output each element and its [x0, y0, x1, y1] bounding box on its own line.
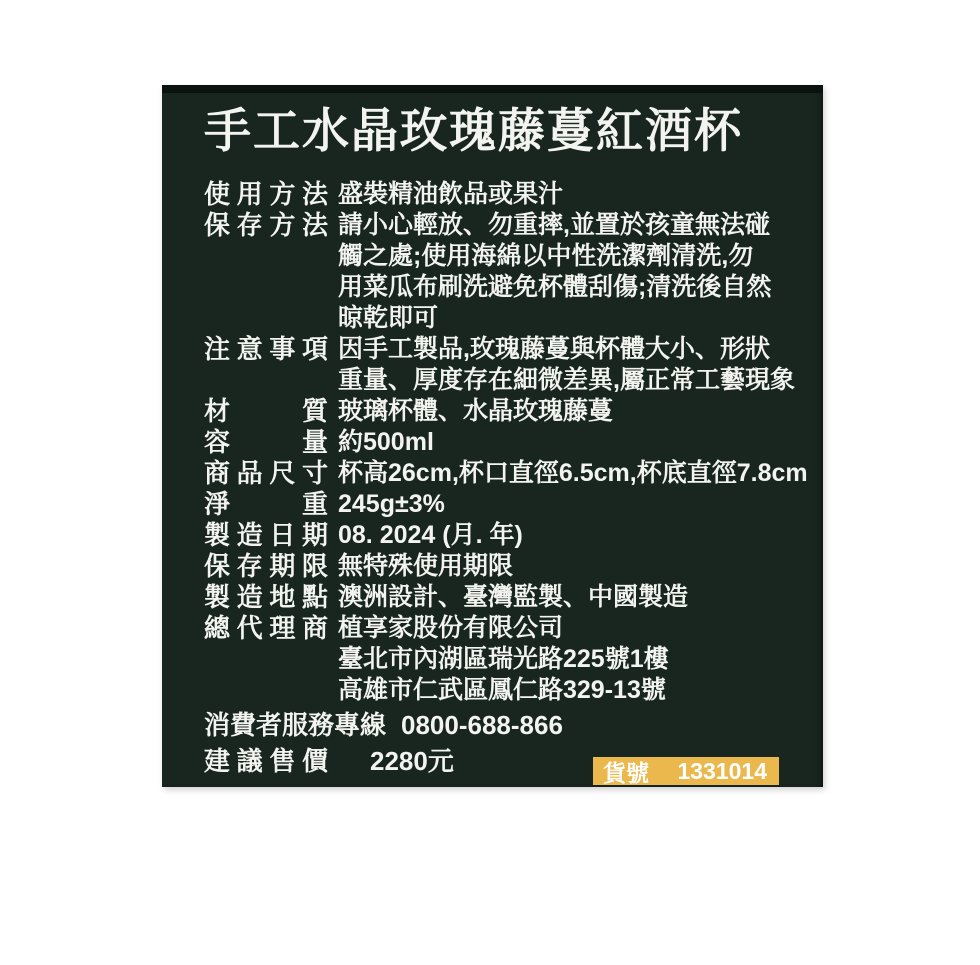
row-value-line: 用菜瓜布刷洗避免杯體刮傷;清洗後自然 [338, 273, 772, 301]
row-mfg-date [204, 520, 796, 551]
row-value-line: 無特殊使用期限 [338, 552, 514, 580]
row-label: 保存方法 [204, 210, 328, 240]
row-value-line: 高雄市仁武區鳳仁路329-13號 [338, 676, 666, 704]
row-value-line: 08. 2024 (月. 年) [338, 521, 523, 549]
row-label: 製造日期 [204, 520, 328, 550]
row-net-weight [204, 489, 796, 520]
row-value-line: 玻璃杯體、水晶玫瑰藤蔓 [338, 397, 614, 425]
product-info-label [162, 85, 823, 787]
hotline-label: 消費者服務專線 [204, 710, 387, 740]
row-value-line: 晾乾即可 [338, 304, 439, 332]
row-label: 容量 [204, 427, 328, 457]
row-distributor [204, 613, 796, 706]
row-value-line: 請小心輕放、勿重摔,並置於孩童無法碰 [338, 211, 770, 239]
sku-number: 1331014 [677, 757, 767, 784]
row-label: 使用方法 [204, 179, 328, 209]
row-label: 商品尺寸 [204, 458, 328, 488]
row-value-line: 盛裝精油飲品或果汁 [338, 180, 564, 208]
sku-label: 貨號 [603, 759, 649, 786]
row-value-line: 觸之處;使用海綿以中性洗潔劑清洗,勿 [338, 242, 754, 270]
row-label: 總代理商 [204, 613, 328, 643]
row-label: 材質 [204, 396, 328, 426]
row-mfg-place [204, 582, 796, 613]
row-value-line: 臺北市內湖區瑞光路225號1樓 [338, 645, 669, 673]
row-capacity [204, 427, 796, 458]
row-value-line: 245g±3% [338, 490, 445, 518]
row-label: 製造地點 [204, 582, 328, 612]
row-value-line: 杯高26cm,杯口直徑6.5cm,杯底直徑7.8cm [338, 459, 808, 487]
spec-table [204, 179, 808, 706]
row-usage [204, 179, 796, 210]
row-value-line: 因手工製品,玫瑰藤蔓與杯體大小、形狀 [338, 335, 770, 363]
row-label: 保存期限 [204, 551, 328, 581]
row-label: 淨重 [204, 489, 328, 519]
consumer-hotline-row [204, 705, 563, 742]
suggested-price-row [204, 741, 454, 778]
sku-badge [593, 757, 779, 785]
row-storage [204, 210, 796, 334]
product-title: 手工水晶玫瑰藤蔓紅酒杯 [204, 104, 743, 157]
row-value-line: 植享家股份有限公司 [338, 614, 564, 642]
row-value-line: 澳洲設計、臺灣監製、中國製造 [338, 583, 689, 611]
row-notice [204, 334, 796, 396]
hotline-number: 0800-688-866 [401, 710, 563, 740]
row-material [204, 396, 796, 427]
row-value-line: 重量、厚度存在細微差異,屬正常工藝現象 [338, 366, 795, 394]
price-value: 2280元 [370, 746, 454, 776]
row-value-line: 約500ml [338, 428, 434, 456]
row-dimensions [204, 458, 808, 489]
row-shelf-life [204, 551, 796, 582]
price-label: 建議售價 [204, 746, 328, 776]
label-top-edge [162, 85, 823, 93]
row-label: 注意事項 [204, 334, 328, 364]
